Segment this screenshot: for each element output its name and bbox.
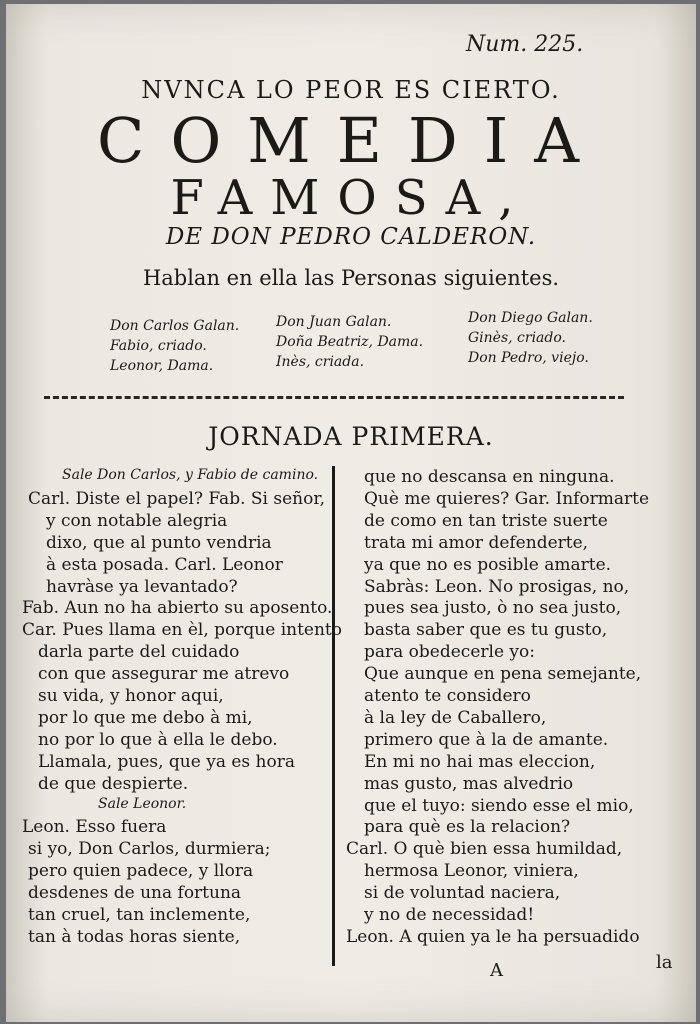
catchword: la [656, 952, 673, 973]
verse-line: no por lo que à ella le debo. [38, 729, 278, 750]
verse-line: tan à todas horas siente, [28, 926, 241, 947]
verse-line: con que assegurar me atrevo [38, 664, 290, 685]
verse-line: pero quien padece, y llora [28, 861, 254, 882]
verse-line: primero que à la de amante. [364, 729, 609, 750]
cast-name: Don Carlos Galan. [110, 318, 240, 334]
verse-line: tan cruel, tan inclemente, [28, 905, 251, 925]
verse-line: que no descansa en ninguna. [364, 467, 615, 487]
verse-line: darla parte del cuidado [38, 642, 240, 663]
verse-line: para obedecerle yo: [364, 642, 535, 663]
cast-name: Inès, criada. [276, 354, 365, 370]
verse-line: atento te considero [364, 686, 531, 706]
play-title: NVNCA LO PEOR ES CIERTO. [141, 76, 561, 104]
verse-line: Que aunque en pena semejante, [364, 664, 642, 685]
verse-line: de como en tan triste suerte [364, 510, 608, 531]
genre-subheading: FAMOSA, [170, 170, 532, 226]
column-divider [332, 466, 335, 966]
cast-name: Ginès, criado. [468, 330, 566, 346]
verse-line: pues sea justo, ò no sea justo, [364, 598, 622, 619]
cast-name: Don Diego Galan. [468, 310, 593, 326]
verse-line: hermosa Leonor, viniera, [364, 861, 579, 882]
cast-name: Don Pedro, viejo. [468, 350, 589, 366]
verse-line: de que despierte. [38, 773, 189, 794]
verse-line: mas gusto, mas alvedrio [364, 773, 574, 794]
genre-heading: COMEDIA [97, 104, 605, 177]
book-page [6, 4, 696, 1022]
verse-line: si de voluntad naciera, [364, 883, 561, 904]
verse-line: à esta posada. Carl. Leonor [46, 554, 283, 575]
cast-name: Don Juan Galan. [276, 314, 392, 330]
cast-name: Leonor, Dama. [110, 358, 214, 374]
verse-line: trata mi amor defenderte, [364, 532, 589, 553]
author-line: DE DON PEDRO CALDERON. [165, 224, 537, 250]
play-number: Num. 225. [466, 32, 584, 57]
verse-line: su vida, y honor aqui, [38, 686, 224, 706]
dashed-rule [44, 396, 624, 399]
verse-line: En mi no hai mas eleccion, [364, 751, 596, 772]
verse-line: Sale Leonor. [98, 795, 187, 812]
verse-line: si yo, Don Carlos, durmiera; [28, 839, 271, 860]
verse-line: Sale Don Carlos, y Fabio de camino. [62, 467, 319, 483]
signature-mark: A [490, 960, 503, 981]
verse-line: Sabràs: Leon. No prosigas, no, [364, 576, 630, 597]
verse-line: para què es la relacion? [364, 817, 571, 838]
verse-line: por lo que me debo à mi, [38, 707, 253, 728]
verse-line: y no de necessidad! [364, 905, 535, 925]
verse-line: Leon. A quien ya le ha persuadido [346, 926, 640, 947]
verse-line: Llamala, pues, que ya es hora [38, 751, 295, 772]
act-title: JORNADA PRIMERA. [208, 422, 494, 451]
verse-line: Carl. O què bien essa humildad, [346, 839, 623, 860]
verse-line: à la ley de Caballero, [364, 707, 547, 728]
verse-line: Car. Pues llama en èl, porque intento [22, 620, 343, 641]
verse-line: y con notable alegria [46, 510, 228, 531]
cast-name: Doña Beatriz, Dama. [276, 334, 424, 350]
verse-line: ya que no es posible amarte. [364, 554, 612, 575]
cast-name: Fabio, criado. [110, 338, 207, 354]
verse-line: Carl. Diste el papel? Fab. Si señor, [28, 488, 326, 509]
verse-line: que el tuyo: siendo esse el mio, [364, 795, 634, 816]
verse-line: Fab. Aun no ha abierto su aposento. [22, 598, 333, 619]
verse-line: Leon. Esso fuera [22, 817, 167, 838]
persons-heading: Hablan en ella las Personas siguientes. [142, 266, 560, 290]
verse-line: basta saber que es tu gusto, [364, 620, 608, 641]
verse-line: Què me quieres? Gar. Informarte [364, 488, 650, 509]
verse-line: dixo, que al punto vendria [46, 532, 272, 553]
verse-line: desdenes de una fortuna [28, 883, 242, 904]
verse-line: havràse ya levantado? [46, 576, 238, 597]
